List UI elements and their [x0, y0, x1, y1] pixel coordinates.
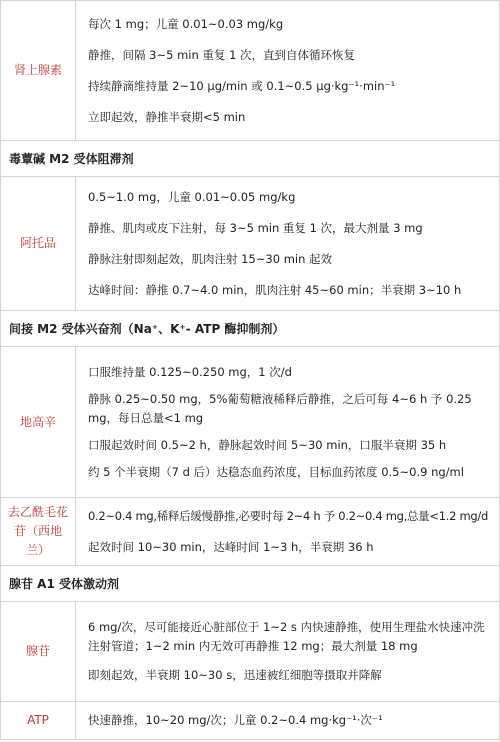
- info-line: 即刻起效，半衰期 10~30 s，迅速被红细胞等摄取并降解: [88, 668, 382, 682]
- drug-name: 腺苷: [1, 602, 76, 702]
- info-line: 静推、肌肉或皮下注射，每 3~5 min 重复 1 次，最大剂量 3 mg: [88, 220, 423, 235]
- drug-info: [76, 498, 500, 566]
- table-row: [1, 702, 500, 740]
- drug-name: 肾上腺素: [1, 1, 76, 141]
- table-row: [1, 177, 500, 311]
- section-header: 腺苷 A1 受体激动剂: [1, 566, 500, 602]
- section-header-row: [1, 311, 500, 347]
- drug-info: [76, 347, 500, 498]
- info-line: 每次 1 mg；儿童 0.01~0.03 mg/kg: [88, 16, 284, 31]
- drug-info: [76, 602, 500, 702]
- info-line: 立即起效，静推半衰期<5 min: [88, 109, 246, 124]
- info-line: 口服维持量 0.125~0.250 mg，1 次/d: [88, 364, 292, 379]
- info-line: 持续静滴维持量 2~10 μg/min 或 0.1~0.5 μg·kg⁻¹·min⁻¹: [88, 78, 396, 93]
- drug-info: [76, 1, 500, 141]
- section-header-row: [1, 141, 500, 177]
- drug-name: 去乙酰毛花苷（西地兰）: [1, 498, 76, 566]
- info-line: 6 mg/次，尽可能接近心脏部位于 1~2 s 内快速静推，使用生理盐水快速冲洗注射管道；1~2 min 内无效可再静推 12 mg；最大剂量 18 mg: [88, 620, 485, 653]
- drug-name: 阿托品: [1, 177, 76, 311]
- drug-info: [76, 702, 500, 740]
- info-line: 静推，间隔 3~5 min 重复 1 次，直到自体循环恢复: [88, 47, 356, 62]
- info-line: 快速静推，10~20 mg/次；儿童 0.2~0.4 mg·kg⁻¹·次⁻¹: [88, 713, 383, 727]
- table-row: [1, 1, 500, 141]
- info-line: 静脉 0.25~0.50 mg，5%葡萄糖液稀释后静推，之后可每 4~6 h 予 0.25 mg，每日总量<1 mg: [88, 391, 472, 425]
- table-row: [1, 347, 500, 498]
- table-row: [1, 602, 500, 702]
- info-line: 起效时间 10~30 min，达峰时间 1~3 h，半衰期 36 h: [88, 539, 374, 554]
- info-line: 静脉注射即刻起效，肌肉注射 15~30 min 起效: [88, 251, 333, 266]
- info-line: 0.5~1.0 mg，儿童 0.01~0.05 mg/kg: [88, 189, 296, 204]
- info-line: 约 5 个半衰期（7 d 后）达稳态血药浓度，目标血药浓度 0.5~0.9 ng/ml: [88, 464, 464, 479]
- info-line: 达峰时间：静推 0.7~4.0 min，肌肉注射 45~60 min；半衰期 3~10 h: [88, 282, 462, 297]
- section-header: 间接 M2 受体兴奋剂（Na⁺、K⁺- ATP 酶抑制剂）: [1, 311, 500, 347]
- info-line: 0.2~0.4 mg,稀释后缓慢静推,必要时每 2~4 h 予 0.2~0.4 mg,总量<1.2 mg/d: [88, 508, 488, 523]
- drug-info: [76, 177, 500, 311]
- table-row: [1, 498, 500, 566]
- section-header-row: [1, 566, 500, 602]
- drug-name: ATP: [1, 702, 76, 740]
- info-line: 口服起效时间 0.5~2 h，静脉起效时间 5~30 min，口服半衰期 35 h: [88, 437, 447, 452]
- section-header: 毒蕈碱 M2 受体阻滞剂: [1, 141, 500, 177]
- drug-name: 地高辛: [1, 347, 76, 498]
